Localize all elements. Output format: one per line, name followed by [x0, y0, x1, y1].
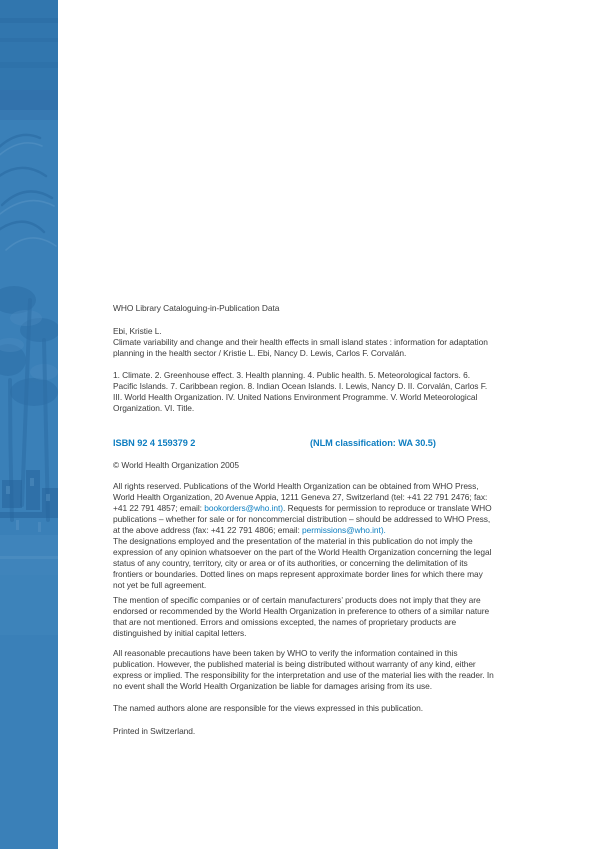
- permissions-email-link[interactable]: permissions@who.int).: [302, 525, 386, 535]
- printed-line: Printed in Switzerland.: [113, 726, 196, 736]
- cataloguing-header: WHO Library Cataloguing-in-Publication Data: [113, 303, 280, 313]
- isbn-row: [113, 438, 495, 450]
- cover-photo-strip: [0, 0, 58, 849]
- rights-paragraph: [113, 481, 495, 536]
- citation-block: [113, 326, 495, 359]
- mention-paragraph: The mention of specific companies or of certain manufacturers’ products does not imply that they are endorsed or recommended by the World Health Organization in preference to others of a similar nature that are not mentioned. Errors and omissions excepted, the names of proprietary products are distinguished by initial capital letters.: [113, 595, 490, 638]
- isbn-number: ISBN 92 4 159379 2: [113, 438, 196, 448]
- author-line: Ebi, Kristie L.: [113, 326, 162, 336]
- title-statement: Climate variability and change and their health effects in small island states : information for adaptation planning in the health sector / Kristie L. Ebi, Nancy D. Lewis, Carlos F. Corvalán.: [113, 337, 488, 358]
- designations-paragraph: The designations employed and the presentation of the material in this publication do not imply the expression of any opinion whatsoever on the part of the World Health Organization concerning the legal status of any country, territory, city or area or of its authorities, or concerning the delimitation of its frontiers or boundaries. Dotted lines on maps represent approximate border lines for which there may not yet be full agreement.: [113, 536, 492, 590]
- subject-index: 1. Climate. 2. Greenhouse effect. 3. Health planning. 4. Public health. 5. Meteorological factors. 6. Pacific Islands. 7. Caribbean region. 8. Indian Ocean Islands. I. Lewis, Nancy D. II. Corvalán, Carlos F. III. World Health Organization. IV. United Nations Environment Programme. V. World Meteorological Organization. VI. Title.: [113, 370, 488, 413]
- bookorders-email-link[interactable]: bookorders@who.int): [204, 503, 284, 513]
- rights-text-2: . Requests for permission to reproduce or translate WHO publications – whether for sale or for noncommercial distribution – should be addressed to WHO Press, at the above address (fax: +41 22 791 4806; email:: [113, 503, 492, 535]
- nlm-classification: (NLM classification: WA 30.5): [310, 438, 436, 448]
- rights-text-1: All rights reserved. Publications of the World Health Organization can be obtained from WHO Press, World Health Organization, 20 Avenue Appia, 1211 Geneva 27, Switzerland (tel: +41 22 791 2476; fax: +41 22 791 4857; email:: [113, 481, 488, 513]
- palm-trees-image: [0, 0, 58, 849]
- copyright-line: © World Health Organization 2005: [113, 460, 239, 470]
- precautions-paragraph: All reasonable precautions have been taken by WHO to verify the information contained in this publication. However, the published material is being distributed without warranty of any kind, either express or implied. The responsibility for the interpretation and use of the material lies with the reader. In no event shall the World Health Organization be liable for damages arising from its use.: [113, 648, 494, 691]
- copyright-page-content: [113, 0, 495, 748]
- authors-note: The named authors alone are responsible for the views expressed in this publication.: [113, 703, 424, 713]
